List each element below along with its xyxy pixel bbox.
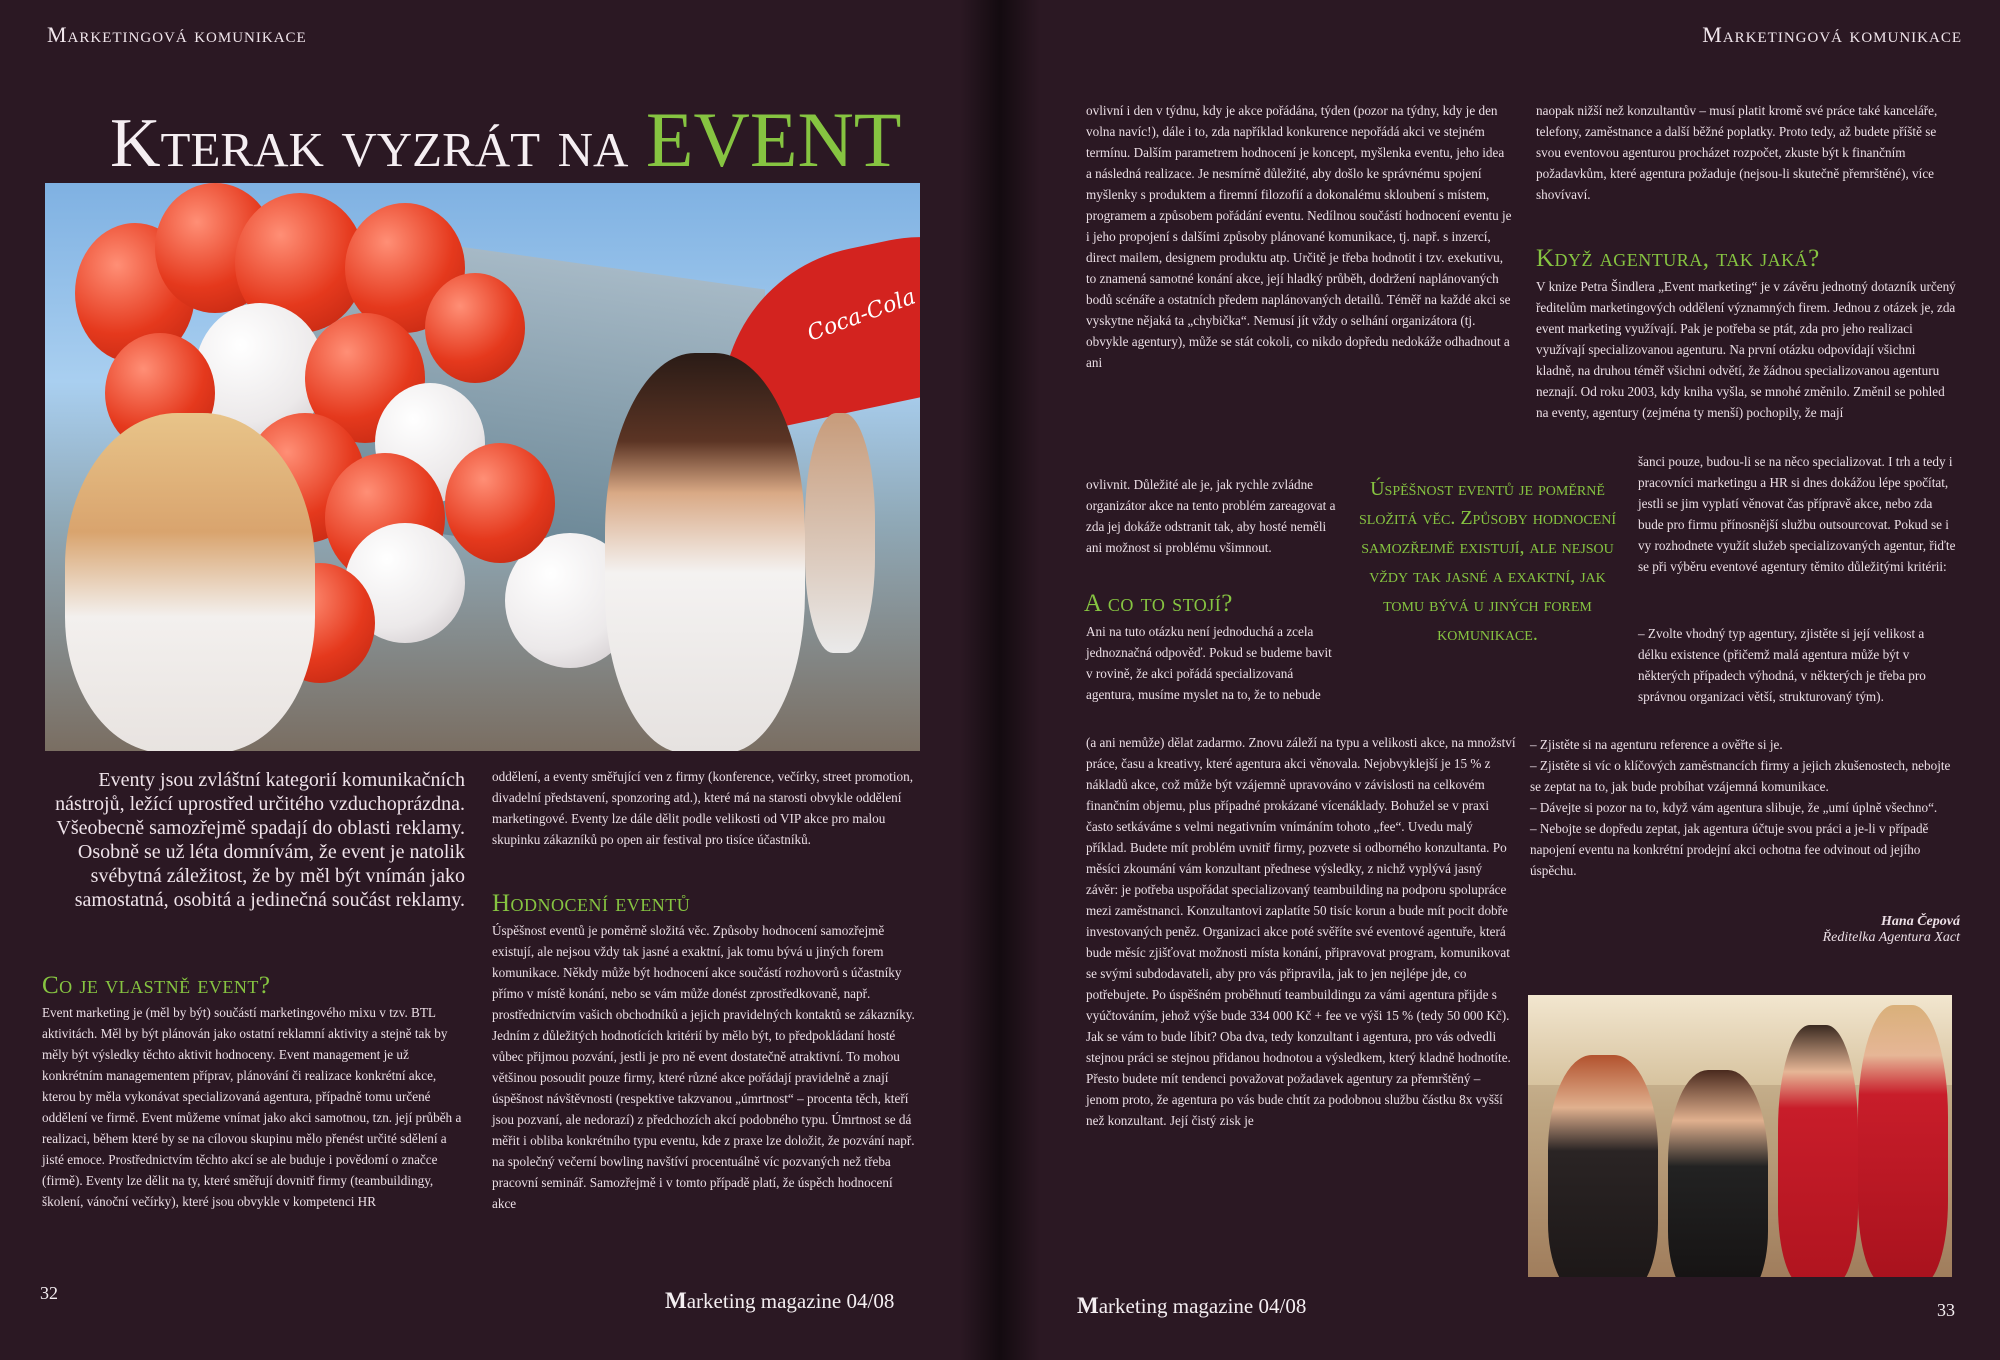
page-number-right: 33 [1937, 1300, 1955, 1320]
balloon [425, 273, 525, 383]
page-number-left: 32 [40, 1283, 58, 1303]
right-col2-bullet-first [1638, 623, 1956, 707]
middle-column-hodnoceni [492, 920, 917, 1214]
person-figure [1668, 1070, 1768, 1277]
right-col2-kdyz-narrow [1638, 451, 1956, 577]
heading-co-to-stoji: A co to stojí? [1084, 590, 1233, 617]
kdyz-narrow-text: šanci pouze, budou-li se na něco specializovat. I trh a tedy i pracovníci marketingu a HR si dnes dokážou lépe spočítat, jestli se jim vyplatí věnovat čas přípravě akce, nebo zda bude pro firmu přínosnější službu outsourcovat. Pokud se i vy rozhodnete využít služeb specializovaných agentur, řiďte se při výběru eventové agentury těmito důležitými kritérii: [1638, 454, 1956, 574]
list-item: – Nebojte se dopředu zeptat, jak agentura účtuje svou práci a je-li v případě napojení eventu na konkrétní prodejní akci ochotna fee odvinout od jejího úspěchu. [1530, 821, 1929, 878]
right-col1-stoji-rest [1086, 732, 1516, 1131]
brand-rest: arketing magazine [686, 1289, 842, 1313]
umbrella-logo-text: Coca-Cola [804, 284, 920, 347]
criteria-list [1530, 734, 1956, 881]
running-head-left: Marketingová komunikace [47, 22, 307, 47]
author-name: Hana Čepová [1881, 914, 1960, 929]
kdyz-full-text: V knize Petra Šindlera „Event marketing“ je v závěru jednotný dotazník určený ředitelům marketingových oddělení významných firem. Jednou z otázek je, zda event marketing využívají. Pak je potřeba se ptát, zda pro jeho realizaci využívají specializovanou agenturu. Na první otázku odpovídají všichni kladně, na druhou téměř všichni odvětí, že žádnou specializovanou agenturu neznají. Od roku 2003, kdy kniha vyšla, se mnohé změnilo. Změnil se pohled na eventy, agentury (zejména ty menší) pochopily, že mají [1536, 279, 1956, 420]
event-people-photo [1528, 995, 1952, 1277]
balloon [445, 443, 555, 563]
hodnoceni-text: Úspěšnost eventů je poměrně složitá věc. Způsoby hodnocení samozřejmě existují, ale nejsou vždy tak jasné a exaktní, jak tomu bývá u jiných forem komunikace. Někdy může být hodnocení akce součástí rozhovorů s účastníky přímo v místě konání, nebo se vám může donést zprostředkovaně, např. prostřednictvím vašich obchodníků a jejich pravidelných kontaktů se zákazníky. Jedním z důležitých hodnotících kritérií by mělo být, to předpokládaní hosté vůbec přijmou pozvání, jestli je pro ně event dostatečně atraktivní. To mohou většinou posoudit pouze firmy, které různé akce pořádají pravidelně a znají úspěšnost návštěvnosti (respektive takzvanou „úmrtnost“ – procenta těch, kteří jsou pozvaní, ale nedorazí) z předchozích akcí podobného typu. Úmrtnost se dá měřit i obliba konkrétního typu eventu, kde z praxe lze doložit, že pozvání např. na společný večerní bowling navštíví procentuálně víc pozvaných než třeba pracovní seminář. Samozřejmě i v tomto případě platí, že úspěch hodnocení akce [492, 923, 915, 1211]
r1-narrow-text: ovlivnit. Důležité ale je, jak rychle zvládne organizátor akce na tento problém zareagovat a zda jej dokáže odstranit tak, aby hosté neměli ani možnost si problému všimnout. [1086, 477, 1336, 555]
right-col2-top [1536, 100, 1956, 205]
r2-top-text: naopak nižší než konzultantův – musí platit kromě své práce také kanceláře, telefony, zaměstnance a další běžné poplatky. Proto tedy, až budete příště se svou eventovou agenturou procházet rozpočet, zkuste být k finančním požadavkům, které agentura požaduje (nejsou-li skutečně přemrštěné), více shovívaví. [1536, 103, 1938, 202]
bullet-first-text: – Zvolte vhodný typ agentury, zjistěte si její velikost a délku existence (přičemž malá agentura může být v některých případech výhodná, v některých je třeba pro správnou organizaci větší, strukturovaný tým). [1638, 626, 1926, 704]
girl-left-figure [65, 413, 315, 751]
brand-initial: M [1077, 1293, 1099, 1318]
footer-brand-left [665, 1288, 894, 1314]
heading-co-je: Co je vlastně event? [42, 972, 271, 999]
right-col1-narrow [1086, 474, 1336, 558]
brand-rest: arketing magazine [1098, 1294, 1254, 1318]
r1-top-text: ovlivní i den v týdnu, kdy je akce pořádána, týden (pozor na týdny, kdy je den volna navíc!), dále i to, zda například konkurence nepořádá akci ve stejném termínu. Dalším parametrem hodnocení je koncept, myšlenka eventu, jeho idea a následná realizace. Je nesmírně důležité, aby došlo ke správnému spojení myšlenky s produktem a firemní filozofií a dokonalému skloubení s místem, programem a způsobem pořádání eventu. Nedílnou součástí hodnocení eventu je i jeho propojení s dalšími způsoby plánované komunikace, tj. např. s inzercí, direct mailem, designem produktu atp. Určitě je třeba hodnotit i tzv. exekutivu, to znamená samotné konání akce, její hladký průběh, dodržení naplánovaných bodů scénáře a ostatních předem naplánovaných detailů. Téměř na každé akci se vyskytne nějaká ta „chybička“. Nemusí jít vždy o selhání organizátora (tj. obvykle agentury), může se stát cokoli, co nikdo dopředu nedokáže odhadnout a ani [1086, 103, 1512, 370]
girl-right-figure [605, 353, 805, 751]
middle-column-top [492, 766, 917, 850]
author-signature [1823, 914, 1960, 946]
left-column-co-je [42, 1002, 462, 1212]
title-accent: EVENT [645, 96, 902, 183]
author-role: Ředitelka Agentura Xact [1822, 930, 1960, 945]
brand-issue: 04/08 [1258, 1294, 1307, 1318]
title-main: Kterak vyzrát na [110, 105, 629, 182]
intro-paragraph: Eventy jsou zvláštní kategorií komunikačních nástrojů, ležící uprostřed určitého vzduchoprázdna. Všeobecně samozřejmě spadají do oblasti reklamy. Osobně se už léta domnívám, že event je natolik svébytná záležitost, že by měl být vnímán jako samostatná, osobitá a jedinečná součást reklamy. [55, 769, 465, 911]
heading-hodnoceni: Hodnocení eventů [492, 890, 691, 917]
heading-kdyz-agentura: Když agentura, tak jaká? [1536, 245, 1820, 272]
list-item: – Zjistěte si na agenturu reference a ověřte si je. [1530, 737, 1783, 752]
brand-initial: M [665, 1288, 687, 1313]
running-head-right: Marketingová komunikace [1702, 22, 1962, 47]
person-figure [1778, 1025, 1858, 1277]
list-item: – Dávejte si pozor na to, když vám agentura slibuje, že „umí úplně všechno“. [1530, 800, 1938, 815]
person-figure [1858, 1005, 1948, 1277]
mid-top-text: oddělení, a eventy směřující ven z firmy (konference, večírky, street promotion, divadelní představení, sponzoring atd.), které má na starosti obvykle oddělení marketingové. Eventy lze dále dělit podle velikosti od VIP akce pro malou skupinku zákazníků po open air festival pro tisíce účastníků. [492, 769, 913, 847]
person-figure [1548, 1055, 1658, 1277]
stoji-narrow-text: Ani na tuto otázku není jednoduchá a zcela jednoznačná odpověď. Pokud se budeme bavit v rovině, že akci pořádá specializovaná agentura, musíme myslet na to, že to nebude [1086, 624, 1332, 702]
brand-issue: 04/08 [846, 1289, 895, 1313]
right-col1-top [1086, 100, 1512, 373]
stoji-rest-text: (a ani nemůže) dělat zadarmo. Znovu záleží na typu a velikosti akce, na množství práce, času a kreativy, které agentura akci věnovala. Nejobvyklejší je 15 % z nákladů akce, což může být vzájemně upravováno v závislosti na celkovém finančním objemu, plus případné prokázané vícenáklady. Bohužel se v praxi často setkáváme s velmi negativním vnímáním tohoto „fee“. Uvedu malý příklad. Budete mít problém uvnitř firmy, pozvete si odborného konzultanta. Po měsíci zkoumání vám konzultant přednese výsledky, z nichž vyplývá jasný závěr: je potřeba uspořádat specializovaný teambuilding na podporu spolupráce mezi zaměstnanci. Konzultantovi zaplatíte 50 tisíc korun a bude mít pocit dobře investovaných peněz. Organizaci akce poté svěříte své eventové agentuře, která bude měsíc zjišťovat možnosti místa konání, připravovat program, komunikovat se svými subdodavateli, aby pro vás připravila, jak to jen nejlépe jde, co potřebujete. Po úspěšném proběhnutí teambuildingu za vámi agentura přijde s vyúčtováním, jehož výše bude 334 000 Kč + fee ve výši 15 % (tedy 50 000 Kč). Jak se vám to bude líbit? Oba dva, tedy konzultant i agentura, pro vás odvedli stejnou práci se stejnou přidanou hodnotou a výsledkem, který kladně hodnotíte. Přesto budete mít tendenci považovat požadavek agentury za přemrštěný – jenom proto, že agentura po vás bude chtít za podobnou službu částku 8x vyšší než konzultant. Její čistý zisk je [1086, 735, 1516, 1128]
right-col2-kdyz-full [1536, 276, 1956, 423]
article-title [110, 96, 950, 184]
footer-brand-right [1077, 1293, 1306, 1319]
balloon-girls-photo [45, 183, 920, 751]
bystander-figure [805, 413, 875, 653]
co-je-text: Event marketing je (měl by být) součástí marketingového mixu v tzv. BTL aktivitách. Měl by být plánován jako ostatní reklamní aktivity a stejně tak by měly být výsledky těchto aktivit hodnoceny. Event management je už konkrétním managementem příprav, plánování či realizace konkrétní akce, kterou by měla vykonávat specializovaná agentura, případně tomu určené oddělení ve firmě. Event můžeme vnímat jako akci samotnou, tzn. její průběh a realizaci, během které by se na cílovou skupinu mělo přenést určité sdělení a jisté emoce. Prostřednictvím těchto akcí se ale buduje i povědomí o značce (firmě). Eventy lze dělit na ty, které směřují dovnitř firmy (teambuildingy, školení, vánoční večírky), které jsou obvykle v kompetenci HR [42, 1005, 462, 1209]
pull-quote: Úspěšnost eventů je poměrně složitá věc. Způsoby hodnocení samozřejmě existují, ale nejsou vždy tak jasné a exaktní, jak tomu bývá u jiných forem komunikace. [1359, 478, 1616, 645]
list-item: – Zjistěte si víc o klíčových zaměstnancích firmy a jejich zkušenostech, nebojte se zeptat na to, jak bude probíhat vzájemná komunikace. [1530, 758, 1951, 794]
right-col1-stoji-narrow [1086, 621, 1336, 705]
